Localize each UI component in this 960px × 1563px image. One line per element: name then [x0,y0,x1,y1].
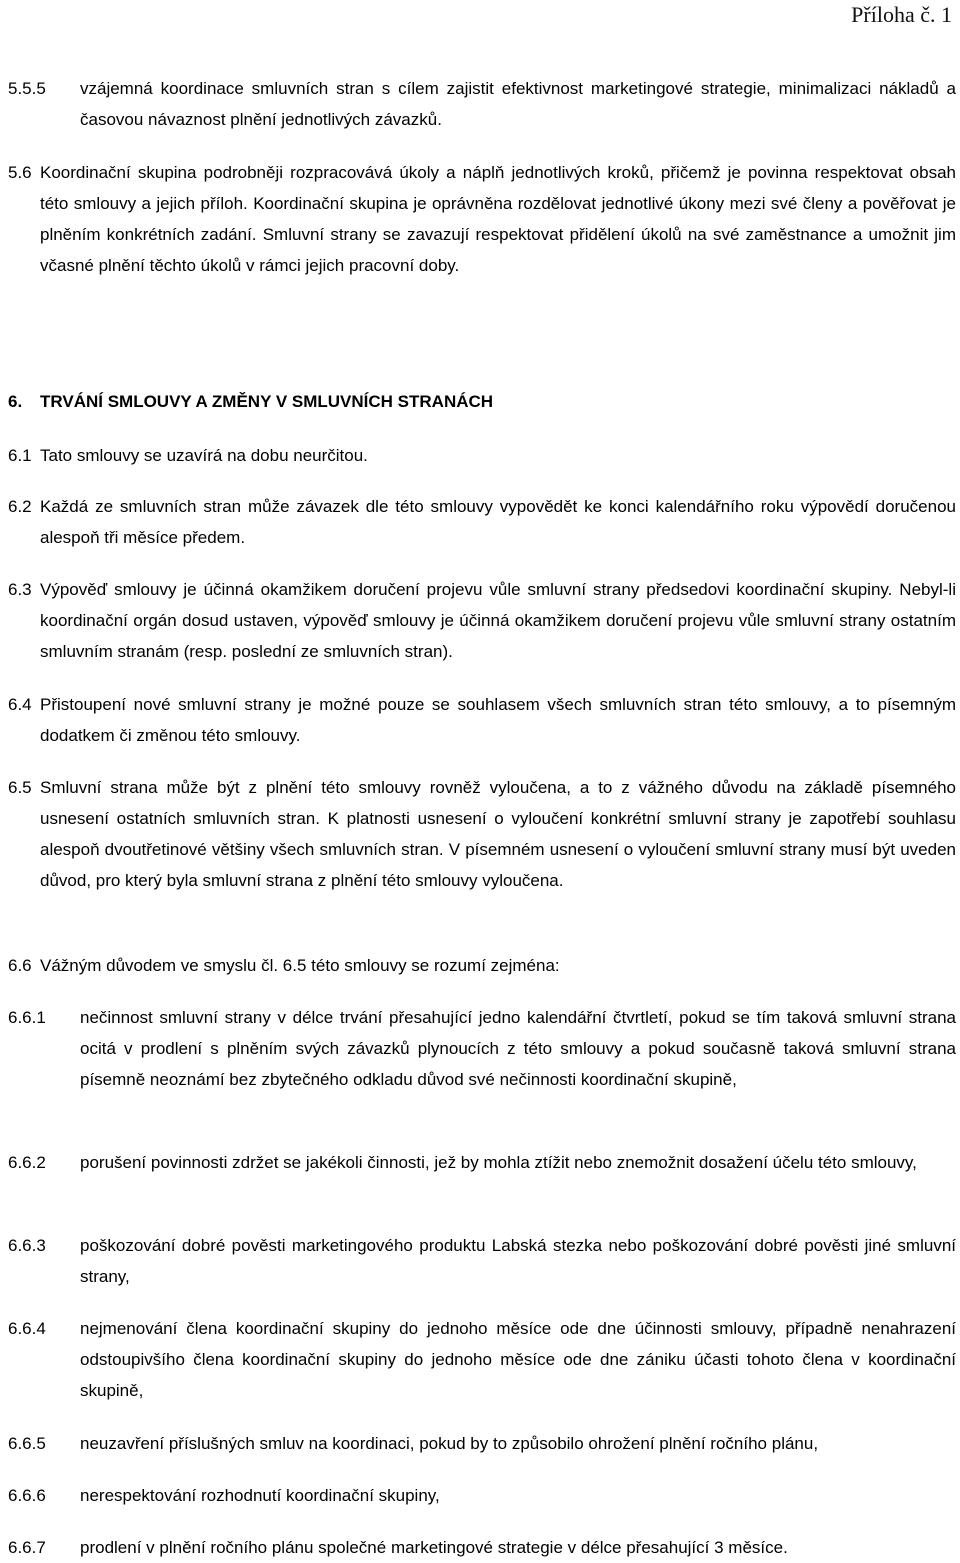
section-number: 6.6.2 [8,1153,46,1172]
section-text: prodlení v plnění ročního plánu společné marketingové strategie v délce přesahující 3 měsíce. [80,1538,788,1557]
section-text: nečinnost smluvní strany v délce trvání přesahující jedno kalendářní čtvrtletí, pokud se tím taková smluvní strana ocitá v prodlení s plněním svých závazků plynoucích z této smlouvy a pokud současně taková smluvní strana písemně neoznámí bez zbytečného odkladu důvod své nečinnosti koordinační skupině, [80,1008,956,1089]
section-text: vzájemná koordinace smluvních stran s cílem zajistit efektivnost marketingové strategie, minimalizaci nákladů a časovou návaznost plnění jednotlivých závazků. [80,79,956,129]
paragraph-6-4 [8,689,956,751]
paragraph-5-6 [8,157,956,281]
paragraph-6-6 [8,950,956,981]
paragraph-6-6-6 [8,1480,956,1511]
section-number: 6.6.7 [8,1538,46,1557]
paragraph-6-1 [8,440,956,471]
section-text: Smluvní strana může být z plnění této smlouvy rovněž vyloučena, a to z vážného důvodu na základě písemného usnesení ostatních smluvních stran. K platnosti usnesení o vyloučení konkrétní smluvní strany je zapotřebí souhlasu alespoň dvoutřetinové většiny všech smluvních stran. V písemném usnesení o vyloučení smluvní strany musí být uveden důvod, pro který byla smluvní strana z plnění této smlouvy vyloučena. [40,778,956,890]
paragraph-6-6-2 [8,1147,956,1178]
section-number: 6.6.6 [8,1486,46,1505]
section-text: poškozování dobré pověsti marketingového produktu Labská stezka nebo poškozování dobré pověsti jiné smluvní strany, [80,1236,956,1286]
section-text: Vážným důvodem ve smyslu čl. 6.5 této smlouvy se rozumí zejména: [40,956,560,975]
section-text: Výpověď smlouvy je účinná okamžikem doručení projevu vůle smluvní strany předsedovi koordinační skupiny. Nebyl-li koordinační orgán dosud ustaven, výpověď smlouvy je účinná okamžikem doručení projevu vůle smluvní strany ostatním smluvním stranám (resp. poslední ze smluvních stran). [40,580,956,661]
section-text: Tato smlouvy se uzavírá na dobu neurčitou. [40,446,368,465]
section-text: Každá ze smluvních stran může závazek dle této smlouvy vypovědět ke konci kalendářního roku výpovědí doručenou alespoň tři měsíce předem. [40,497,956,547]
paragraph-6-6-7 [8,1532,956,1563]
section-text: neuzavření příslušných smluv na koordinaci, pokud by to způsobilo ohrožení plnění ročního plánu, [80,1434,819,1453]
paragraph-6-6-4 [8,1313,956,1406]
section-number: 5.6 [8,163,32,182]
section-number: 6.6.1 [8,1008,46,1027]
section-number: 6.2 [8,497,32,516]
paragraph-6-2 [8,491,956,553]
section-number: 6.4 [8,695,32,714]
section-number: 5.5.5 [8,79,46,98]
paragraph-6-3 [8,574,956,667]
section-number: 6.5 [8,778,32,797]
section-text: nejmenování člena koordinační skupiny do jednoho měsíce ode dne účinnosti smlouvy, případně nenahrazení odstoupivšího člena koordinační skupiny do jednoho měsíce ode dne zániku účasti tohoto člena v koordinační skupině, [80,1319,956,1400]
section-number: 6.1 [8,446,32,465]
section-number: 6.6.4 [8,1319,46,1338]
section-number: 6.6.3 [8,1236,46,1255]
section-number: 6.3 [8,580,32,599]
paragraph-6-6-5 [8,1428,956,1459]
section-heading-6 [8,386,956,417]
paragraph-5-5-5 [8,73,956,135]
section-title: TRVÁNÍ SMLOUVY A ZMĚNY V SMLUVNÍCH STRANÁCH [40,392,494,411]
section-text: porušení povinnosti zdržet se jakékoli činnosti, jež by mohla ztížit nebo znemožnit dosažení účelu této smlouvy, [80,1153,917,1172]
paragraph-6-6-3 [8,1230,956,1292]
section-number: 6.6 [8,956,32,975]
section-text: Přistoupení nové smluvní strany je možné pouze se souhlasem všech smluvních stran této smlouvy, a to písemným dodatkem či změnou této smlouvy. [40,695,956,745]
section-number: 6. [8,392,23,411]
paragraph-6-6-1 [8,1002,956,1095]
section-text: Koordinační skupina podrobněji rozpracovává úkoly a náplň jednotlivých kroků, přičemž je povinna respektovat obsah této smlouvy a jejich příloh. Koordinační skupina je oprávněna rozdělovat jednotlivé úkony mezi své členy a pověřovat je plněním konkrétních zadání. Smluvní strany se zavazují respektovat přidělení úkolů na své zaměstnance a umožnit jim včasné plnění těchto úkolů v rámci jejich pracovní doby. [40,163,956,275]
page-header: Příloha č. 1 [851,2,952,27]
paragraph-6-5 [8,772,956,896]
section-number: 6.6.5 [8,1434,46,1453]
section-text: nerespektování rozhodnutí koordinační skupiny, [80,1486,440,1505]
